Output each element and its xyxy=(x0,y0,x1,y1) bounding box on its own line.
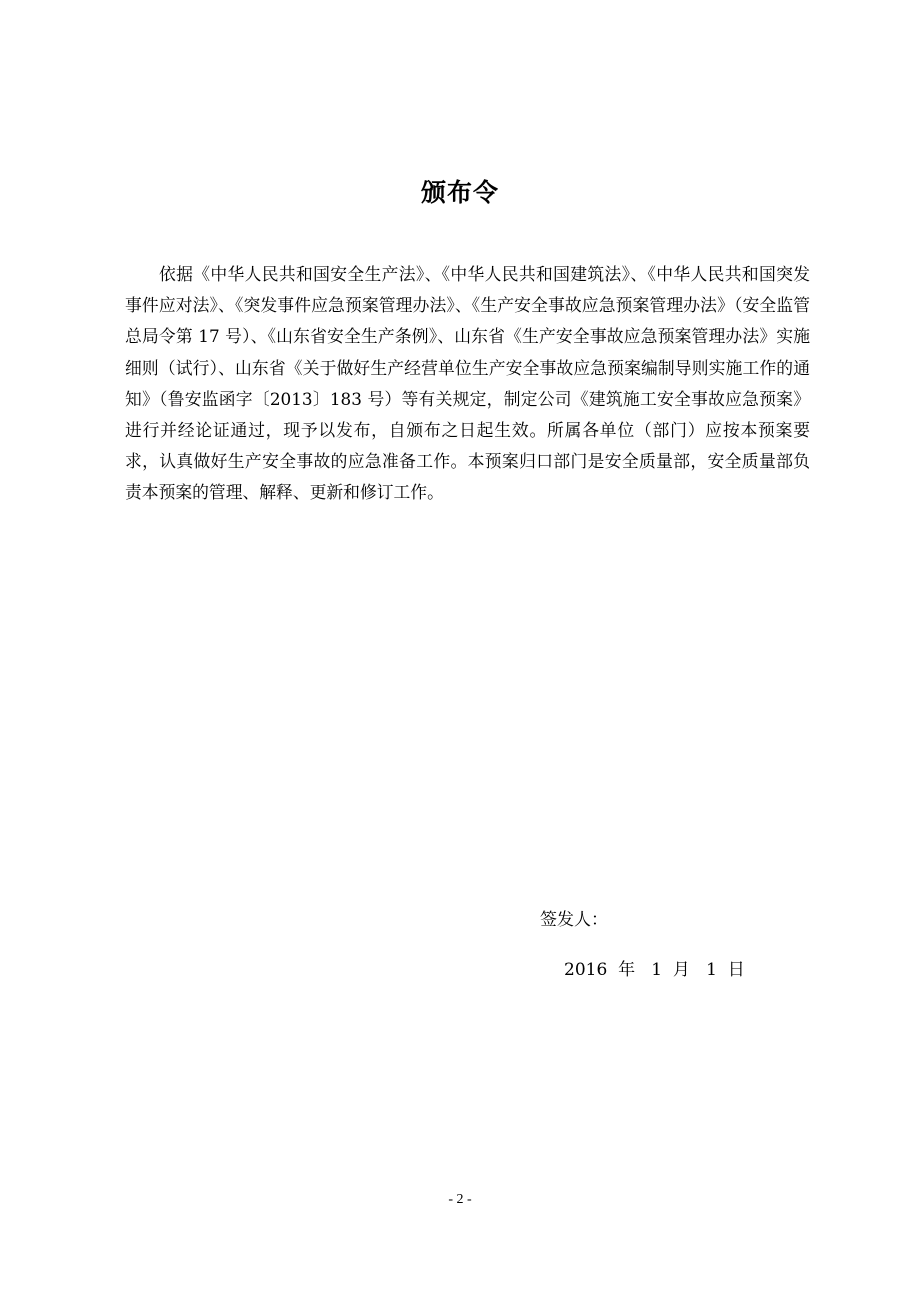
signer-label: 签发人： xyxy=(540,910,608,930)
issue-date: 2016 年 1 月 1 日 xyxy=(564,960,745,980)
body-paragraph: 依据《中华人民共和国安全生产法》、《中华人民共和国建筑法》、《中华人民共和国突发事件应对法》、《突发事件应急预案管理办法》、《生产安全事故应急预案管理办法》（安全监管总局令第 17 号）、《山东省安全生产条例》、山东省《生产安全事故应急预案管理办法》实施细则（试行）、山东省《关于做好生产经营单位生产安全事故应急预案编制导则实施工作的通知》（鲁安监函字〔2013〕183 号）等有关规定，制定公司《建筑施工安全事故应急预案》进行并经论证通过，现予以发布，自颁布之日起生效。所属各单位（部门）应按本预案要求，认真做好生产安全事故的应急准备工作。本预案归口部门是安全质量部，安全质量部负责本预案的管理、解释、更新和修订工作。 xyxy=(125,264,810,503)
page-title: 颁布令 xyxy=(420,178,499,207)
page-number: - 2 - xyxy=(448,1192,472,1207)
